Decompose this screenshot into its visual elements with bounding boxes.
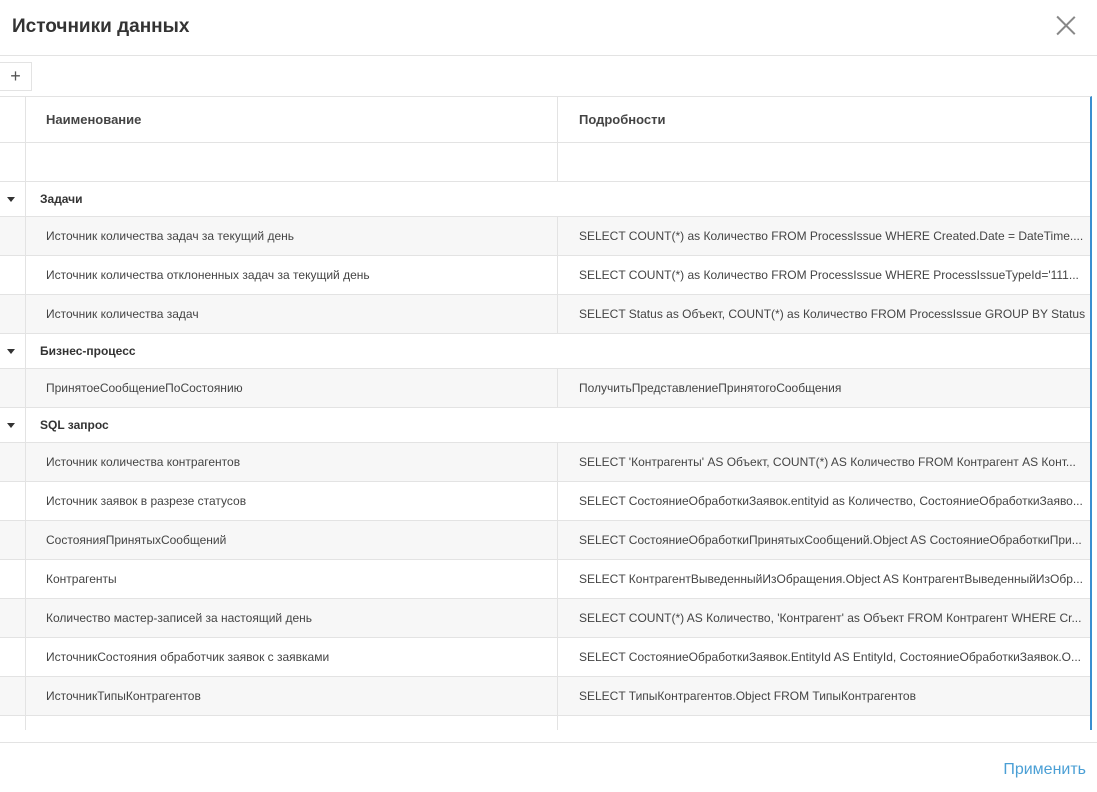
row-details: SELECT 'Контрагенты' AS Объект, COUNT(*) AS Количество FROM Контрагент AS Конт... [579, 455, 1076, 469]
row-name: ПринятоеСообщениеПоСостоянию [26, 369, 558, 407]
row-details: SELECT COUNT(*) as Количество FROM ProcessIssue WHERE Created.Date = DateTime.... [579, 229, 1084, 243]
close-icon[interactable] [1055, 14, 1077, 36]
group-row[interactable] [0, 408, 1090, 443]
row-details: SELECT СостояниеОбработкиЗаявок.EntityId AS EntityId, СостояниеОбработкиЗаявок.O... [579, 650, 1082, 664]
dialog-title: Источники данных [12, 16, 190, 37]
table-row[interactable] [0, 599, 1090, 638]
row-name: СостоянияПринятыхСообщений [26, 521, 558, 559]
row-name: Источник заявок в разрезе статусов [26, 482, 558, 520]
row-name: Контрагенты [26, 560, 558, 598]
table-row[interactable] [0, 482, 1090, 521]
row-name: ИсточникТипыКонтрагентов [26, 677, 558, 715]
collapse-caret-icon[interactable] [7, 349, 15, 354]
column-header-name[interactable]: Наименование [26, 97, 558, 142]
row-name: ИсточникСостояния обработчик заявок с заявками [26, 638, 558, 676]
dialog-footer [0, 742, 1097, 792]
row-name: Количество мастер-записей за настоящий день [26, 599, 558, 637]
row-details: SELECT COUNT(*) as Количество FROM ProcessIssue WHERE ProcessIssueTypeId='111... [579, 268, 1079, 282]
row-details: SELECT КонтрагентВыведенныйИзОбращения.Object AS КонтрагентВыведенныйИзОбр... [579, 572, 1083, 586]
row-details: SELECT Status as Объект, COUNT(*) as Количество FROM ProcessIssue GROUP BY Status [579, 307, 1086, 321]
row-name: Источник количества контрагентов [26, 443, 558, 481]
row-details: SELECT ТипыКонтрагентов.Object FROM ТипыКонтрагентов [579, 689, 916, 703]
table-row[interactable] [0, 443, 1090, 482]
column-header-details[interactable]: Подробности [579, 112, 666, 127]
filter-details-cell[interactable] [558, 143, 1090, 181]
group-row[interactable] [0, 334, 1090, 369]
row-name: Источник количества отклоненных задач за текущий день [26, 256, 558, 294]
filter-row [0, 143, 1090, 182]
table-row[interactable] [0, 369, 1090, 408]
table-row[interactable] [0, 638, 1090, 677]
row-details: SELECT СостояниеОбработкиПринятыхСообщений.Object AS СостояниеОбработкиПри... [579, 533, 1082, 547]
group-label: Задачи [40, 192, 83, 206]
row-details: ПолучитьПредставлениеПринятогоСообщения [579, 381, 842, 395]
table-row[interactable] [0, 295, 1090, 334]
toolbar [0, 56, 1097, 96]
table-row[interactable] [0, 521, 1090, 560]
row-name: Источник количества задач [26, 295, 558, 333]
add-button[interactable]: + [0, 62, 32, 91]
table-header [0, 97, 1090, 143]
collapse-caret-icon[interactable] [7, 197, 15, 202]
group-label: SQL запрос [40, 418, 109, 432]
apply-button[interactable]: Применить [1003, 761, 1086, 778]
table-row[interactable] [0, 256, 1090, 295]
filter-name-cell[interactable] [26, 143, 558, 181]
table-row-empty [0, 716, 1090, 730]
row-details: SELECT СостояниеОбработкиЗаявок.entityid as Количество, СостояниеОбработкиЗаяво... [579, 494, 1083, 508]
row-name: Источник количества задач за текущий день [26, 217, 558, 255]
row-details: SELECT COUNT(*) AS Количество, 'Контрагент' as Объект FROM Контрагент WHERE Cr... [579, 611, 1082, 625]
table-row[interactable] [0, 677, 1090, 716]
collapse-caret-icon[interactable] [7, 423, 15, 428]
data-sources-table [0, 96, 1092, 730]
table-row[interactable] [0, 217, 1090, 256]
dialog-header [0, 0, 1097, 56]
group-label: Бизнес-процесс [40, 344, 136, 358]
group-row[interactable] [0, 182, 1090, 217]
table-row[interactable] [0, 560, 1090, 599]
